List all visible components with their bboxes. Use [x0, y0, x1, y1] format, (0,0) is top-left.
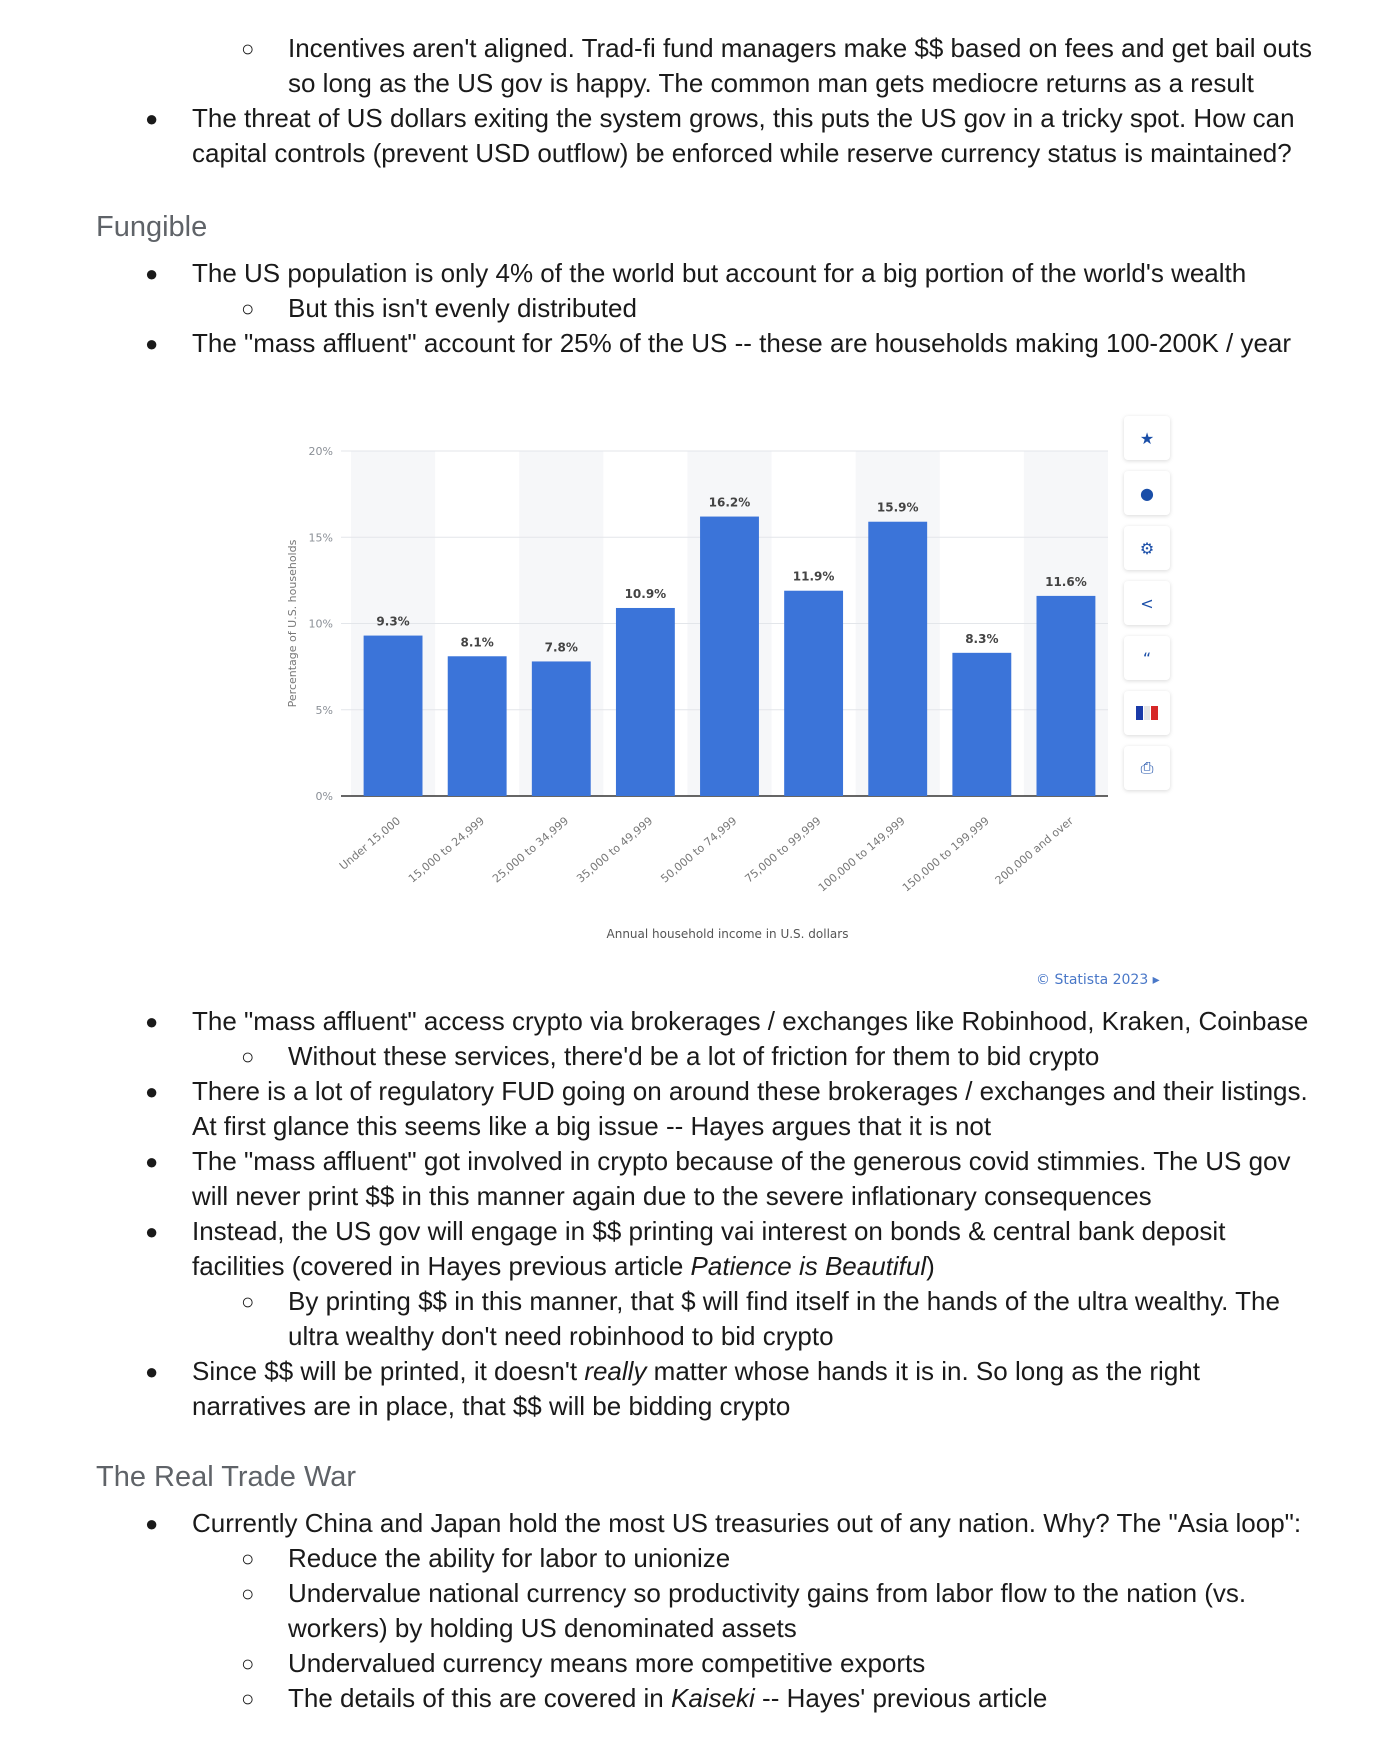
trade-war-sub-4: The details of this are covered in Kaiseki -- Hayes' previous article: [288, 1683, 1048, 1713]
bullet-marker: ●: [145, 1079, 159, 1104]
trade-war-sub-2-line-1: Undervalue national currency so productivity gains from labor flow to the nation (vs.: [288, 1578, 1247, 1608]
bullet-marker: ●: [145, 331, 159, 356]
share-icon[interactable]: <: [1124, 581, 1170, 625]
after-bullet-5-line-2: narratives are in place, that $$ will be bidding crypto: [192, 1391, 791, 1421]
after-sub-bullet-1: Without these services, there'd be a lot of friction for them to bid crypto: [288, 1041, 1100, 1071]
after-bullet-4-line-1: Instead, the US gov will engage in $$ printing vai interest on bonds & central bank deposit: [192, 1216, 1226, 1246]
intro-sub-line-2: so long as the US gov is happy. The common man gets mediocre returns as a result: [288, 68, 1254, 98]
data-label: 9.3%: [376, 614, 410, 629]
trade-war-sub-3: Undervalued currency means more competitive exports: [288, 1648, 926, 1678]
x-axis-title: Annual household income in U.S. dollars: [606, 927, 849, 941]
gear-icon[interactable]: ⚙: [1124, 526, 1170, 570]
data-label: 10.9%: [624, 586, 667, 601]
bar-chart-svg: [248, 400, 1178, 1000]
bar: [448, 656, 507, 796]
after-bullet-1: The "mass affluent" access crypto via brokerages / exchanges like Robinhood, Kraken, Coinbase: [192, 1006, 1309, 1036]
household-income-chart: [248, 400, 1178, 1000]
intro-bullet-line-1: The threat of US dollars exiting the system grows, this puts the US gov in a tricky spot. How can: [192, 103, 1295, 133]
y-tick-label: 10%: [308, 617, 333, 631]
data-label: 11.9%: [792, 569, 835, 584]
x-tick-label: Under 15,000: [336, 814, 403, 873]
bar: [364, 636, 423, 796]
flag-icon-graphic: [1136, 706, 1158, 720]
fungible-bullet-2: The "mass affluent" account for 25% of the US -- these are households making 100-200K / year: [192, 328, 1292, 358]
y-axis-title: Percentage of U.S. households: [286, 539, 299, 708]
data-label: 8.3%: [965, 631, 999, 646]
section-heading-trade-war: The Real Trade War: [96, 1461, 357, 1493]
after-bullet-2-line-2: At first glance this seems like a big issue -- Hayes argues that it is not: [192, 1111, 992, 1141]
print-icon[interactable]: ⎙: [1124, 746, 1170, 790]
sub-bullet-marker: ○: [241, 1044, 255, 1069]
bullet-marker: ●: [145, 1219, 159, 1244]
quote-icon[interactable]: “: [1124, 636, 1170, 680]
x-tick-label: 150,000 to 199,999: [899, 814, 992, 895]
after-bullet-4-line-2: facilities (covered in Hayes previous article Patience is Beautiful): [192, 1251, 935, 1281]
x-tick-label: 75,000 to 99,999: [742, 814, 824, 886]
bell-icon[interactable]: ●: [1124, 471, 1170, 515]
y-tick-label: 15%: [308, 531, 333, 545]
bullet-marker: ●: [145, 106, 159, 131]
x-tick-label: 100,000 to 149,999: [815, 814, 908, 895]
sub-bullet-marker: ○: [241, 1289, 255, 1314]
bar: [868, 522, 927, 796]
statista-credit[interactable]: © Statista 2023 ▸: [1036, 972, 1160, 988]
x-tick-label: 50,000 to 74,999: [658, 814, 740, 886]
after-bullet-3-line-1: The "mass affluent" got involved in crypto because of the generous covid stimmies. The US gov: [192, 1146, 1291, 1176]
flag-icon[interactable]: [1124, 691, 1170, 735]
fungible-sub-bullet-1: But this isn't evenly distributed: [288, 293, 637, 323]
y-tick-label: 20%: [308, 445, 333, 458]
bullet-marker: ●: [145, 1511, 159, 1536]
data-label: 15.9%: [876, 500, 919, 515]
data-label: 8.1%: [460, 635, 494, 650]
bar: [784, 591, 843, 796]
emphasis-really: really: [584, 1356, 647, 1386]
article-title-kaiseki: Kaiseki: [670, 1683, 755, 1713]
sub-bullet-marker: ○: [241, 296, 255, 321]
trade-war-sub-2-line-2: workers) by holding US denominated assets: [288, 1613, 797, 1643]
bar: [532, 661, 591, 796]
after-bullet-3-line-2: will never print $$ in this manner again due to the severe inflationary consequences: [192, 1181, 1152, 1211]
bullet-marker: ●: [145, 1149, 159, 1174]
article-title-patience: Patience is Beautiful: [690, 1251, 927, 1281]
after-sub-bullet-4-line-2: ultra wealthy don't need robinhood to bid crypto: [288, 1321, 834, 1351]
trade-war-bullet-1: Currently China and Japan hold the most US treasuries out of any nation. Why? The "Asia loop":: [192, 1508, 1302, 1538]
bullet-marker: ●: [145, 1359, 159, 1384]
y-tick-label: 0%: [315, 790, 333, 803]
star-icon[interactable]: ★: [1124, 416, 1170, 460]
x-tick-label: 15,000 to 24,999: [405, 814, 488, 886]
fungible-bullet-1: The US population is only 4% of the world but account for a big portion of the world's wealth: [192, 258, 1247, 288]
bar: [700, 517, 759, 796]
bullet-marker: ●: [145, 1009, 159, 1034]
section-heading-fungible: Fungible: [96, 211, 208, 243]
after-bullet-2-line-1: There is a lot of regulatory FUD going on around these brokerages / exchanges and their listings.: [192, 1076, 1308, 1106]
sub-bullet-marker: ○: [241, 1581, 255, 1606]
sub-bullet-marker: ○: [241, 36, 255, 61]
intro-bullet-line-2: capital controls (prevent USD outflow) be enforced while reserve currency status is maintained?: [192, 138, 1292, 168]
sub-bullet-marker: ○: [241, 1686, 255, 1711]
sub-bullet-marker: ○: [241, 1546, 255, 1571]
bar: [952, 653, 1011, 796]
x-tick-label: 25,000 to 34,999: [490, 814, 572, 886]
chart-toolbar: [1124, 416, 1174, 801]
after-bullet-5-line-1: Since $$ will be printed, it doesn't really matter whose hands it is in. So long as the right: [192, 1356, 1200, 1386]
bar: [1037, 596, 1096, 796]
bar: [616, 608, 675, 796]
data-label: 7.8%: [544, 640, 578, 655]
after-sub-bullet-4-line-1: By printing $$ in this manner, that $ will find itself in the hands of the ultra wealthy. The: [288, 1286, 1280, 1316]
data-label: 11.6%: [1045, 574, 1087, 589]
sub-bullet-marker: ○: [241, 1651, 255, 1676]
x-tick-label: 200,000 and over: [992, 814, 1076, 888]
y-tick-label: 5%: [315, 703, 333, 717]
intro-sub-line-1: Incentives aren't aligned. Trad-fi fund managers make $$ based on fees and get bail outs: [288, 33, 1312, 63]
data-label: 16.2%: [708, 495, 751, 510]
trade-war-sub-1: Reduce the ability for labor to unionize: [288, 1543, 731, 1573]
bullet-marker: ●: [145, 261, 159, 286]
x-tick-label: 35,000 to 49,999: [574, 814, 656, 886]
